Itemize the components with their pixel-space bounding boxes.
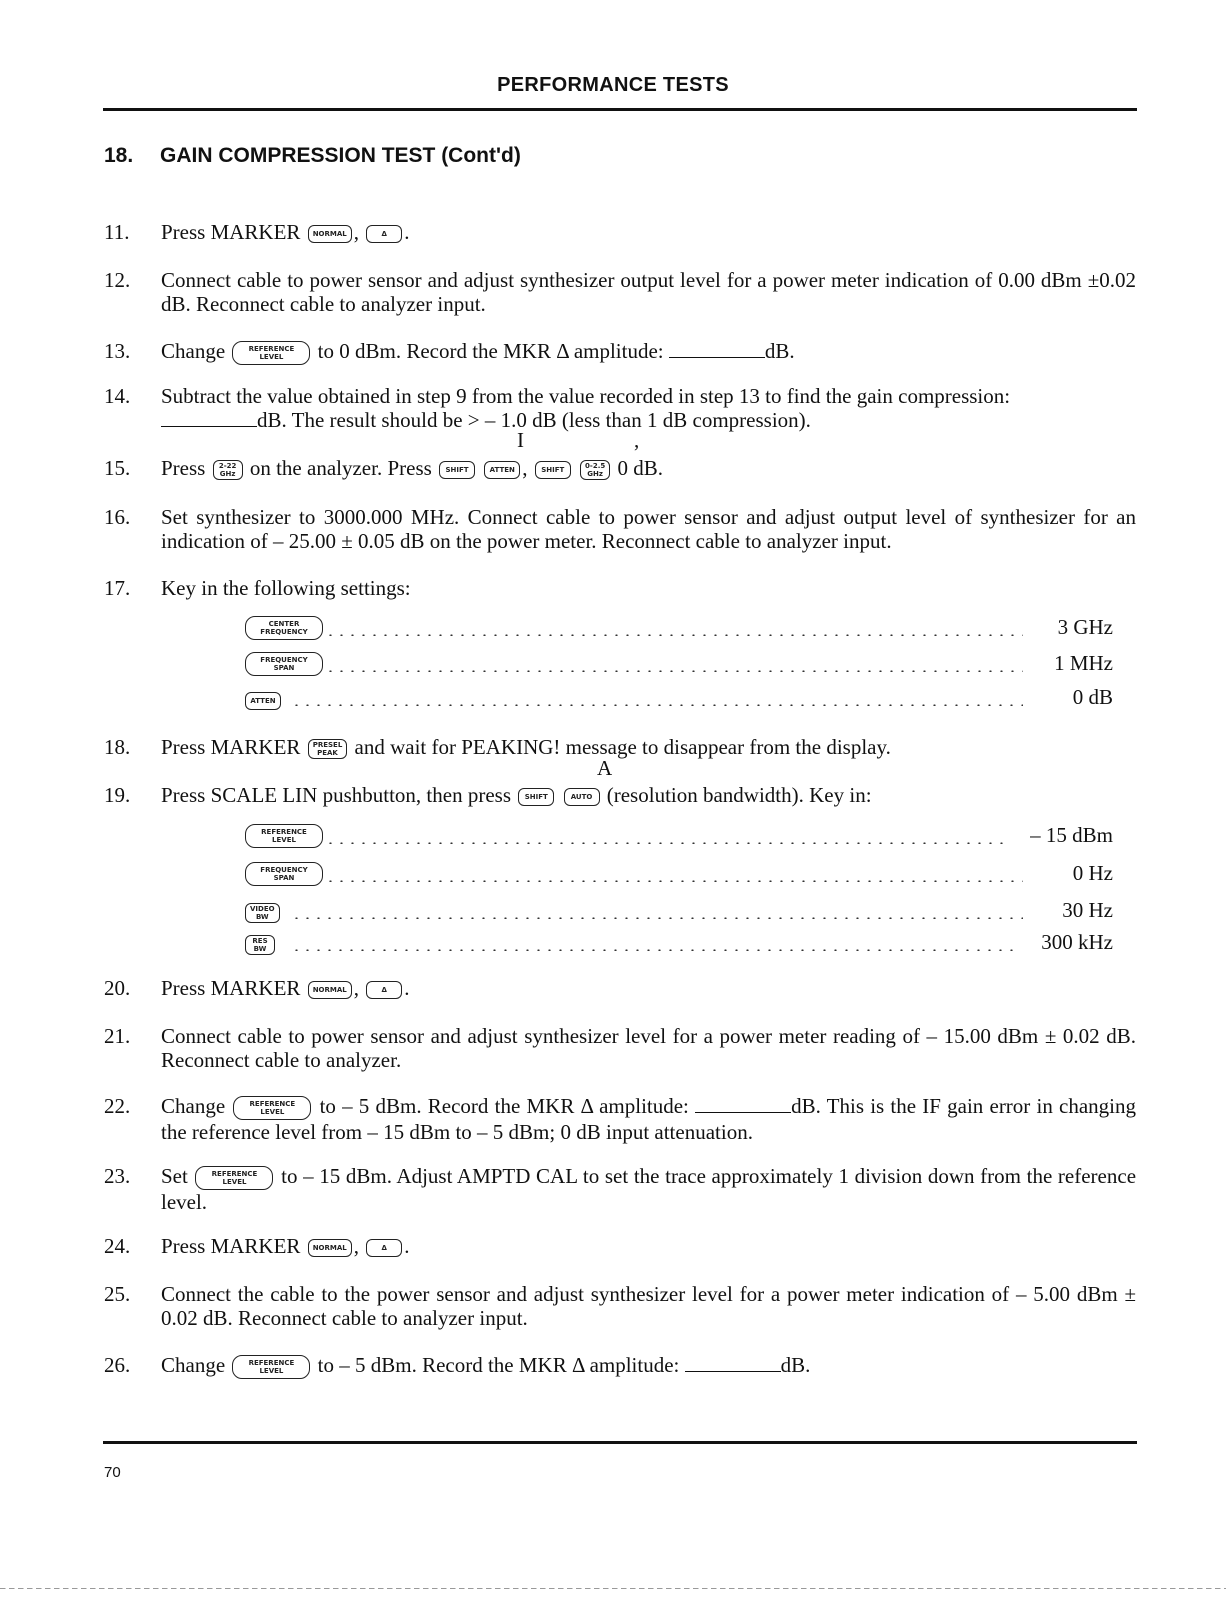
step-text: dB. bbox=[780, 1353, 811, 1377]
step-number: 19. bbox=[104, 783, 131, 807]
setting-value: 0 Hz bbox=[1072, 861, 1113, 885]
step-text: Connect cable to power sensor and adjust synthesizer output level for a power meter indication of 0.00 dBm ±0.02 dB. Reconnect cable to analyzer input. bbox=[161, 268, 1136, 316]
step-text: Press MARKER bbox=[161, 1234, 301, 1258]
step-text: Set bbox=[161, 1164, 188, 1188]
footer-rule bbox=[103, 1441, 1137, 1444]
step-text: , bbox=[353, 1234, 359, 1258]
shift-key: SHIFT bbox=[518, 788, 554, 806]
section-number: 18. bbox=[104, 144, 134, 167]
setting-row bbox=[245, 856, 1113, 886]
page-header-title: PERFORMANCE TESTS bbox=[497, 74, 729, 96]
setting-value: 300 kHz bbox=[1041, 930, 1113, 954]
step-text: , bbox=[353, 220, 359, 244]
stray-mark: A bbox=[597, 756, 613, 780]
auto-key: AUTO bbox=[564, 788, 600, 806]
step-21 bbox=[104, 1024, 1136, 1072]
setting-value: 3 GHz bbox=[1057, 615, 1113, 639]
step-number: 14. bbox=[104, 384, 131, 408]
delta-key: Δ bbox=[366, 981, 402, 999]
answer-blank bbox=[669, 339, 765, 358]
normal-key: NORMAL bbox=[308, 225, 352, 243]
setting-row bbox=[245, 610, 1113, 640]
step-text: Press MARKER bbox=[161, 220, 301, 244]
step-number: 21. bbox=[104, 1024, 131, 1048]
step-text: , bbox=[522, 456, 528, 480]
step-text: Press MARKER bbox=[161, 735, 301, 759]
setting-row bbox=[245, 893, 1113, 923]
leader-dots bbox=[291, 949, 1013, 951]
leader-dots bbox=[325, 880, 1023, 882]
step-number: 13. bbox=[104, 339, 131, 363]
step-25 bbox=[104, 1282, 1136, 1330]
stray-mark: , bbox=[634, 428, 640, 452]
scan-edge-line bbox=[0, 1588, 1226, 1589]
step-number: 17. bbox=[104, 576, 131, 600]
band-2-22-ghz-key: 2-22 GHz bbox=[213, 460, 243, 480]
setting-value: 1 MHz bbox=[1054, 651, 1113, 675]
page-number: 70 bbox=[104, 1464, 121, 1481]
header-rule bbox=[103, 108, 1137, 111]
frequency-span-key: FREQUENCY SPAN bbox=[245, 862, 323, 886]
stray-mark: I bbox=[517, 428, 524, 452]
shift-key: SHIFT bbox=[439, 461, 475, 479]
step-number: 12. bbox=[104, 268, 131, 292]
step-20 bbox=[104, 976, 1136, 1000]
answer-blank bbox=[695, 1094, 791, 1113]
step-number: 11. bbox=[104, 220, 130, 244]
step-number: 20. bbox=[104, 976, 131, 1000]
step-text: Key in the following settings: bbox=[161, 576, 411, 600]
step-text: . bbox=[404, 1234, 410, 1258]
leader-dots bbox=[325, 842, 1003, 844]
atten-key: ATTEN bbox=[484, 461, 520, 479]
step-23 bbox=[104, 1164, 1136, 1214]
reference-level-key: REFERENCE LEVEL bbox=[245, 824, 323, 848]
step-text: dB. This is the IF gain error in changing the reference level from – 15 dBm to – 5 dBm; 0 dB input attenuation. bbox=[161, 1094, 1137, 1145]
setting-value: 0 dB bbox=[1072, 685, 1113, 709]
step-12 bbox=[104, 268, 1136, 316]
step-text: , bbox=[353, 976, 359, 1000]
step-number: 25. bbox=[104, 1282, 131, 1306]
setting-row bbox=[245, 680, 1113, 710]
step-text: dB. bbox=[764, 339, 795, 363]
step-18 bbox=[104, 735, 1136, 759]
setting-row bbox=[245, 818, 1113, 848]
reference-level-key: REFERENCE LEVEL bbox=[195, 1166, 273, 1190]
step-number: 18. bbox=[104, 735, 131, 759]
step-number: 15. bbox=[104, 456, 131, 480]
step-text: . bbox=[404, 220, 410, 244]
step-19 bbox=[104, 783, 1136, 807]
step-text: Press MARKER bbox=[161, 976, 301, 1000]
video-bw-key: VIDEO BW bbox=[245, 903, 280, 923]
step-22 bbox=[104, 1094, 1136, 1144]
band-0-2.5-ghz-key: 0-2.5 GHz bbox=[580, 460, 610, 480]
step-16 bbox=[104, 505, 1136, 553]
step-text: Connect the cable to the power sensor and adjust synthesizer level for a power meter indication of – 5.00 dBm ± 0.02 dB. Reconnect cable to analyzer input. bbox=[161, 1282, 1136, 1330]
step-text: to – 15 dBm. Adjust AMPTD CAL to set the trace approximately 1 division down from the reference level. bbox=[161, 1164, 1137, 1215]
step-17 bbox=[104, 576, 1136, 600]
normal-key: NORMAL bbox=[308, 1239, 352, 1257]
answer-blank bbox=[685, 1353, 781, 1372]
reference-level-key: REFERENCE LEVEL bbox=[232, 1355, 310, 1379]
step-text: . bbox=[404, 976, 410, 1000]
section-title: GAIN COMPRESSION TEST (Cont'd) bbox=[160, 144, 521, 167]
step-text: Press SCALE LIN pushbutton, then press bbox=[161, 783, 511, 807]
res-bw-key: RES BW bbox=[245, 935, 275, 955]
step-text: 0 dB. bbox=[617, 456, 663, 480]
setting-value: 30 Hz bbox=[1062, 898, 1113, 922]
atten-key: ATTEN bbox=[245, 692, 281, 710]
leader-dots bbox=[291, 917, 1023, 919]
step-13 bbox=[104, 339, 1136, 365]
reference-level-key: REFERENCE LEVEL bbox=[232, 341, 310, 365]
step-text: to 0 dBm. Record the MKR Δ amplitude: bbox=[317, 339, 664, 363]
step-24 bbox=[104, 1234, 1136, 1258]
step-text: Press bbox=[161, 456, 206, 480]
setting-row bbox=[245, 925, 1113, 955]
leader-dots bbox=[291, 704, 1023, 706]
step-text: Change bbox=[161, 1094, 226, 1118]
step-text: dB. The result should be > – 1.0 dB (less than 1 dB compression). bbox=[257, 408, 811, 432]
setting-row bbox=[245, 646, 1113, 676]
step-15 bbox=[104, 456, 1136, 480]
setting-value: – 15 dBm bbox=[1030, 823, 1113, 847]
step-number: 23. bbox=[104, 1164, 131, 1188]
step-11 bbox=[104, 220, 1136, 244]
step-text: Connect cable to power sensor and adjust synthesizer level for a power meter reading of – 15.00 dBm ± 0.02 dB. Reconnect cable to analyzer. bbox=[161, 1024, 1136, 1072]
step-number: 22. bbox=[104, 1094, 131, 1118]
answer-blank bbox=[161, 408, 257, 427]
step-text: to – 5 dBm. Record the MKR Δ amplitude: bbox=[317, 1353, 680, 1377]
step-number: 26. bbox=[104, 1353, 131, 1377]
leader-dots bbox=[325, 634, 1023, 636]
delta-key: Δ bbox=[366, 225, 402, 243]
presel-peak-key: PRESEL PEAK bbox=[308, 739, 348, 759]
step-text: Change bbox=[161, 339, 226, 363]
step-text: Change bbox=[161, 1353, 226, 1377]
step-text: and wait for PEAKING! message to disappear from the display. bbox=[354, 735, 891, 759]
step-text: Subtract the value obtained in step 9 from the value recorded in step 13 to find the gain compression: bbox=[161, 384, 1011, 408]
delta-key: Δ bbox=[366, 1239, 402, 1257]
frequency-span-key: FREQUENCY SPAN bbox=[245, 652, 323, 676]
leader-dots bbox=[325, 670, 1023, 672]
step-text: Set synthesizer to 3000.000 MHz. Connect cable to power sensor and adjust output level of synthesizer for an indication of – 25.00 ± 0.05 dB on the power meter. Reconnect cable to analyzer input. bbox=[161, 505, 1136, 553]
step-text: to – 5 dBm. Record the MKR Δ amplitude: bbox=[319, 1094, 689, 1118]
step-26 bbox=[104, 1353, 1136, 1379]
normal-key: NORMAL bbox=[308, 981, 352, 999]
step-14 bbox=[104, 384, 1136, 432]
step-text: on the analyzer. Press bbox=[249, 456, 432, 480]
center-frequency-key: CENTER FREQUENCY bbox=[245, 616, 323, 640]
step-text: (resolution bandwidth). Key in: bbox=[606, 783, 872, 807]
step-number: 16. bbox=[104, 505, 131, 529]
step-number: 24. bbox=[104, 1234, 131, 1258]
shift-key: SHIFT bbox=[535, 461, 571, 479]
reference-level-key: REFERENCE LEVEL bbox=[233, 1096, 311, 1120]
